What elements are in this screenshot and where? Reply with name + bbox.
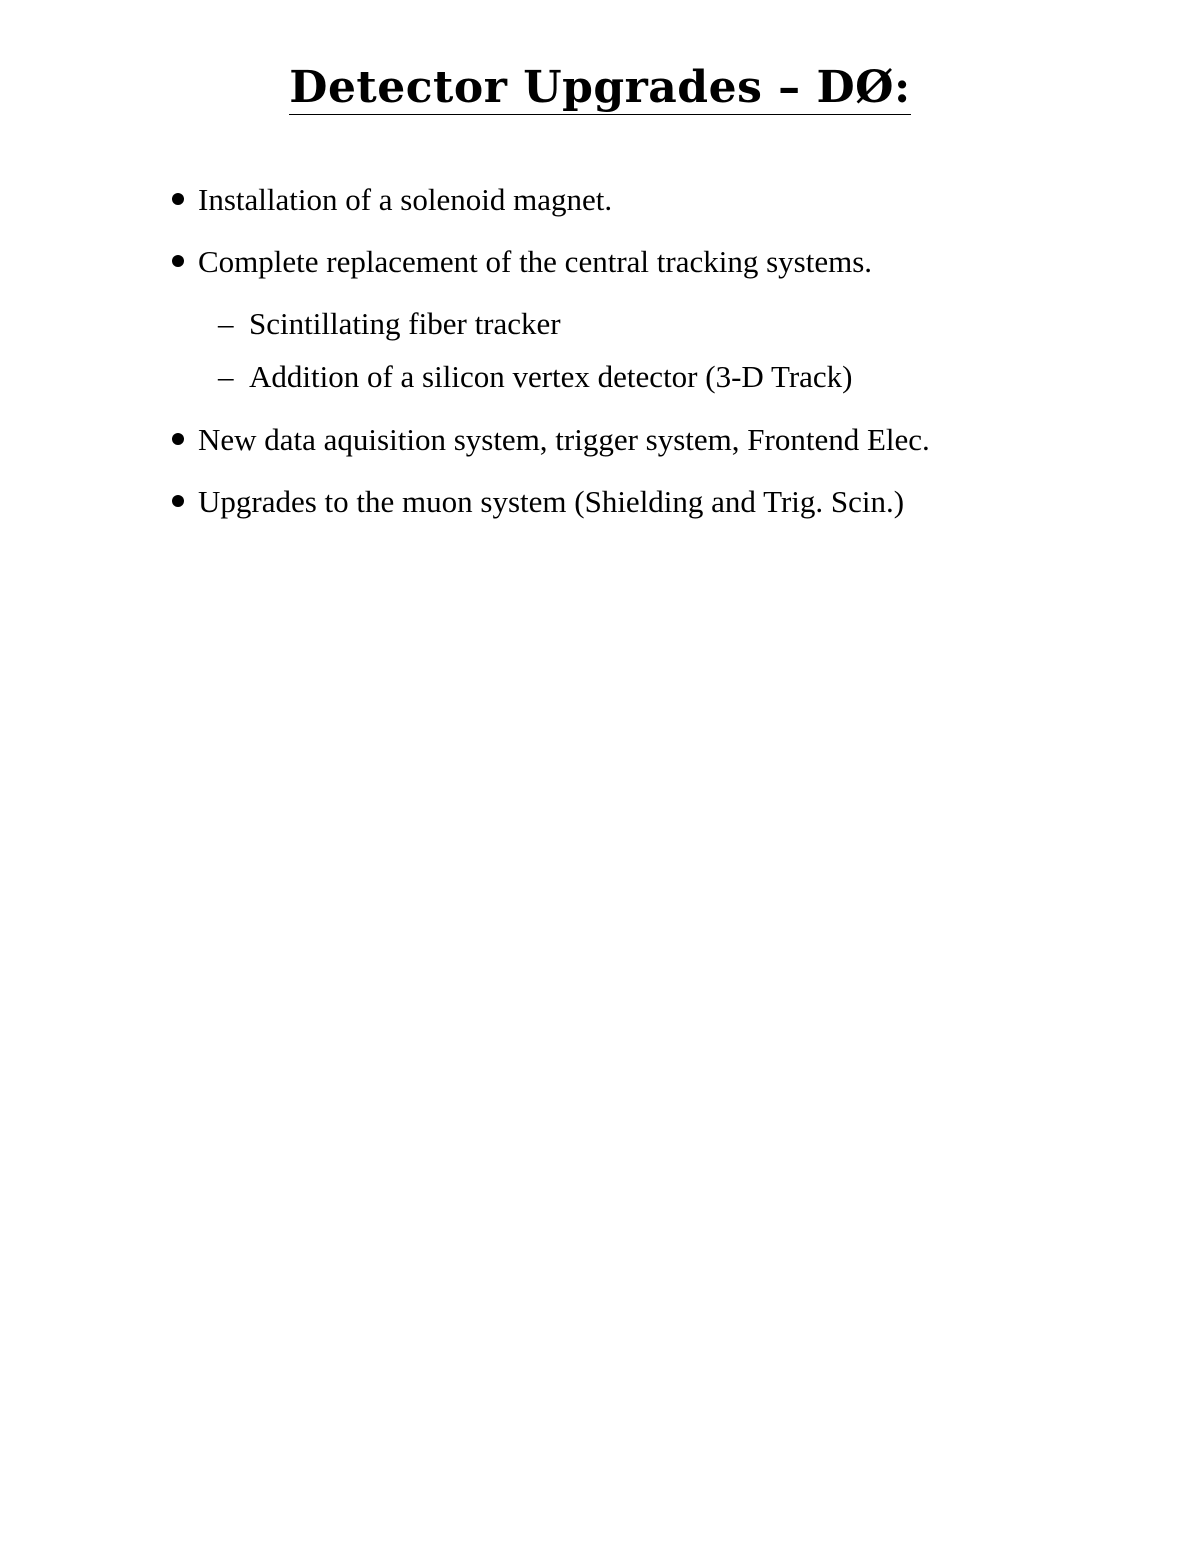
sub-list-item: Scintillating fiber tracker — [249, 306, 561, 341]
sub-bullet-dash: – — [218, 306, 234, 341]
title-container — [0, 62, 1200, 115]
bullet-dot — [172, 255, 184, 267]
list-item: New data aquisition system, trigger system, Frontend Elec. — [198, 422, 930, 457]
list-item: Complete replacement of the central tracking systems. — [198, 244, 873, 279]
bullet-dot — [172, 495, 184, 507]
list-item: Installation of a solenoid magnet. — [198, 182, 613, 217]
bullet-dot — [172, 433, 184, 445]
list-item: Upgrades to the muon system (Shielding and Trig. Scin.) — [198, 484, 905, 519]
sub-bullet-dash: – — [218, 359, 234, 394]
bullet-dot — [172, 193, 184, 205]
sub-list-item: Addition of a silicon vertex detector (3-D Track) — [249, 359, 853, 394]
slide-title: Detector Upgrades – DØ: — [289, 62, 911, 113]
